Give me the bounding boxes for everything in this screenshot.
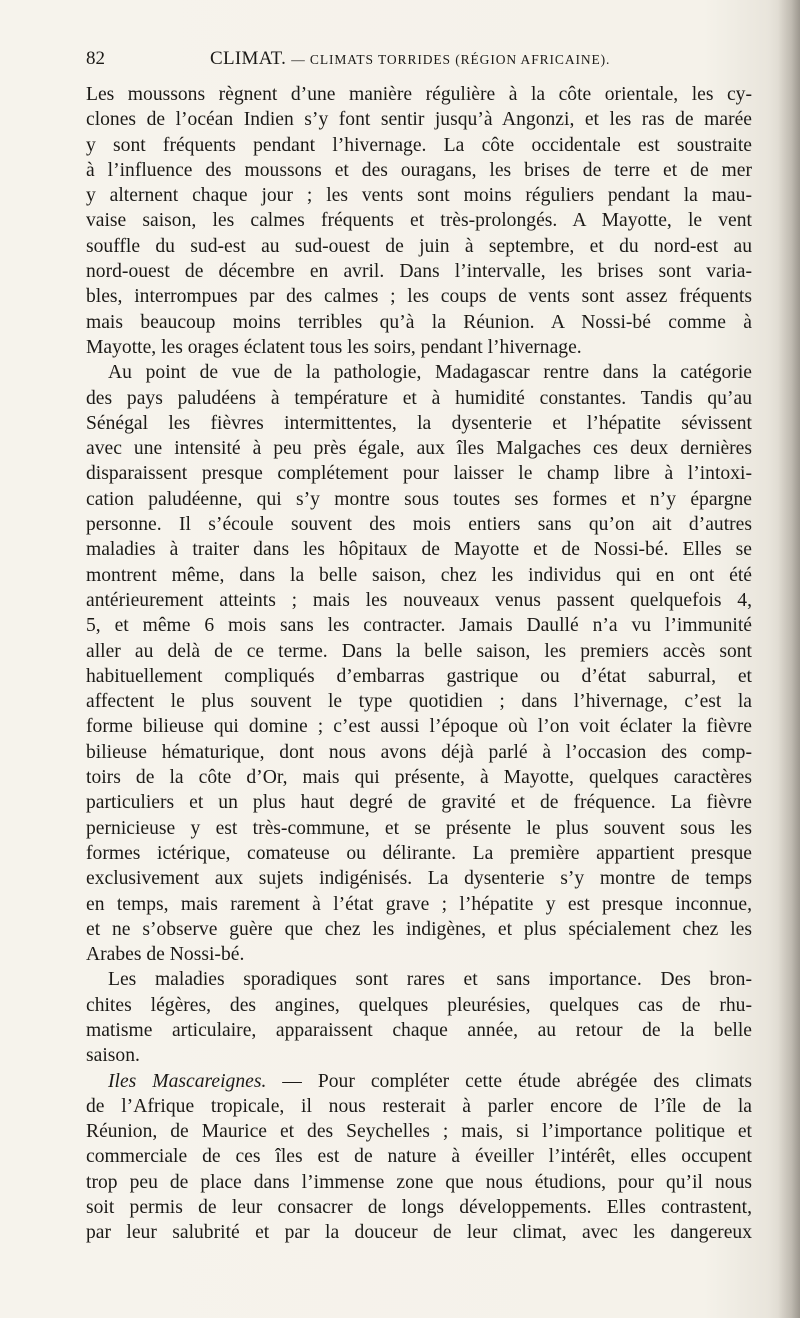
text-line: vaise saison, les calmes fréquents et très-prolongés. A Mayotte, le vent bbox=[86, 210, 752, 232]
text-line: commerciale de ces îles est de nature à éveiller l’intérêt, elles occupent bbox=[86, 1146, 752, 1168]
text-line: chites légères, des angines, quelques pleurésies, quelques cas de rhu- bbox=[86, 994, 752, 1016]
running-head bbox=[210, 44, 610, 75]
text-line: maladies à traiter dans les hôpitaux de Mayotte et de Nossi-bé. Elles se bbox=[86, 539, 752, 561]
text-line: de l’Afrique tropicale, il nous resterait à parler encore de l’île de la bbox=[86, 1095, 752, 1117]
body-text bbox=[86, 82, 752, 1246]
text-line: matisme articulaire, apparaissent chaque année, au retour de la belle bbox=[86, 1019, 752, 1041]
paragraph-mascarene-islands bbox=[86, 1069, 752, 1246]
text-line: nord-ouest de décembre en avril. Dans l’intervalle, les brises sont varia- bbox=[86, 261, 752, 283]
text-line: souffle du sud-est au sud-ouest de juin à septembre, et du nord-est au bbox=[86, 235, 752, 257]
text-line: trop peu de place dans l’immense zone que nous étudions, pour qu’il nous bbox=[86, 1171, 752, 1193]
text-line: et ne s’observe guère que chez les indigènes, et plus spécialement chez les bbox=[86, 918, 752, 940]
running-head-title: CLIMAT. bbox=[210, 48, 287, 69]
text-line: toirs de la côte d’Or, mais qui présente, à Mayotte, quelques caractères bbox=[86, 767, 752, 789]
text-line: y sont fréquents pendant l’hivernage. La côte occidentale est soustraite bbox=[86, 134, 752, 156]
paragraph-monsoons bbox=[86, 82, 752, 360]
text-line bbox=[86, 1069, 752, 1094]
text-line: clones de l’océan Indien s’y font sentir jusqu’à Angonzi, et les ras de marée bbox=[86, 109, 752, 131]
text-line: en temps, mais rarement à l’état grave ; l’hépatite y est presque inconnue, bbox=[86, 893, 752, 915]
text-line: habituellement compliqués d’embarras gastrique ou d’état saburral, et bbox=[86, 665, 752, 687]
text-line: antérieurement atteints ; mais les nouveaux venus passent quelquefois 4, bbox=[86, 589, 752, 611]
text-line: des pays paludéens à température et à humidité constantes. Tandis qu’au bbox=[86, 387, 752, 409]
text-line: Sénégal les fièvres intermittentes, la dysenterie et l’hépatite sévissent bbox=[86, 412, 752, 434]
text-line: Arabes de Nossi-bé. bbox=[86, 944, 245, 966]
text-line: mais beaucoup moins terribles qu’à la Réunion. A Nossi-bé comme à bbox=[86, 311, 752, 333]
text-line: Mayotte, les orages éclatent tous les soirs, pendant l’hivernage. bbox=[86, 336, 582, 358]
text-line: aller au delà de ce terme. Dans la belle saison, les premiers accès sont bbox=[86, 640, 752, 662]
section-lead-italic: Iles Mascareignes. bbox=[108, 1070, 267, 1092]
text-line: particuliers et un plus haut degré de gravité et de fréquence. La fièvre bbox=[86, 792, 752, 814]
text-line: formes ictérique, comateuse ou délirante. La première appartient presque bbox=[86, 842, 752, 864]
text-line: par leur salubrité et par la douceur de leur climat, avec les dangereux bbox=[86, 1222, 752, 1244]
text-line: affectent le plus souvent le type quotidien ; dans l’hivernage, c’est la bbox=[86, 691, 752, 713]
page-number: 82 bbox=[86, 48, 105, 69]
page-header bbox=[86, 44, 752, 74]
text-line: forme bilieuse qui domine ; c’est aussi l’époque où l’on voit éclater la fièvre bbox=[86, 716, 752, 738]
text-line: saison. bbox=[86, 1045, 140, 1067]
page-spine-shadow bbox=[778, 0, 800, 1318]
text-line: y alternent chaque jour ; les vents sont moins réguliers pendant la mau- bbox=[86, 185, 752, 207]
text-line: exclusivement aux sujets indigénisés. La dysenterie s’y montre de temps bbox=[86, 868, 752, 890]
text-line: personne. Il s’écoule souvent des mois entiers sans qu’on ait d’autres bbox=[86, 514, 752, 536]
text-line: Réunion, de Maurice et des Seychelles ; mais, si l’importance politique et bbox=[86, 1121, 752, 1143]
text-line: bilieuse hématurique, dont nous avons déjà parlé à l’occasion des comp- bbox=[86, 741, 752, 763]
text-line-rest: — Pour compléter cette étude abrégée des climats bbox=[266, 1070, 752, 1092]
text-line: Les maladies sporadiques sont rares et sans importance. Des bron- bbox=[108, 969, 752, 991]
text-line: soit permis de leur consacrer de longs développements. Elles contrastent, bbox=[86, 1197, 752, 1219]
text-line: montrent même, dans la belle saison, chez les individus qui en ont été bbox=[86, 564, 752, 586]
text-line: à l’influence des moussons et des ouragans, les brises de terre et de mer bbox=[86, 159, 752, 181]
text-line: Au point de vue de la pathologie, Madagascar rentre dans la catégorie bbox=[108, 362, 752, 384]
text-line: 5, et même 6 mois sans les contracter. Jamais Daullé n’a vu l’immunité bbox=[86, 615, 752, 637]
text-line: Les moussons règnent d’une manière régulière à la côte orientale, les cy- bbox=[86, 84, 752, 105]
paragraph-pathology bbox=[86, 360, 752, 967]
paragraph-sporadic-diseases bbox=[86, 967, 752, 1068]
running-head-subtitle: — CLIMATS TORRIDES (RÉGION AFRICAINE). bbox=[291, 52, 611, 67]
text-line: bles, interrompues par des calmes ; les coups de vents sont assez fréquents bbox=[86, 286, 752, 308]
text-line: cation paludéenne, qui s’y montre sous toutes ses formes et n’y épargne bbox=[86, 488, 752, 510]
text-line: pernicieuse y est très-commune, et se présente le plus souvent sous les bbox=[86, 817, 752, 839]
text-line: disparaissent presque complétement pour laisser le champ libre à l’intoxi- bbox=[86, 463, 752, 485]
text-line: avec une intensité à peu près égale, aux îles Malgaches ces deux dernières bbox=[86, 438, 752, 460]
